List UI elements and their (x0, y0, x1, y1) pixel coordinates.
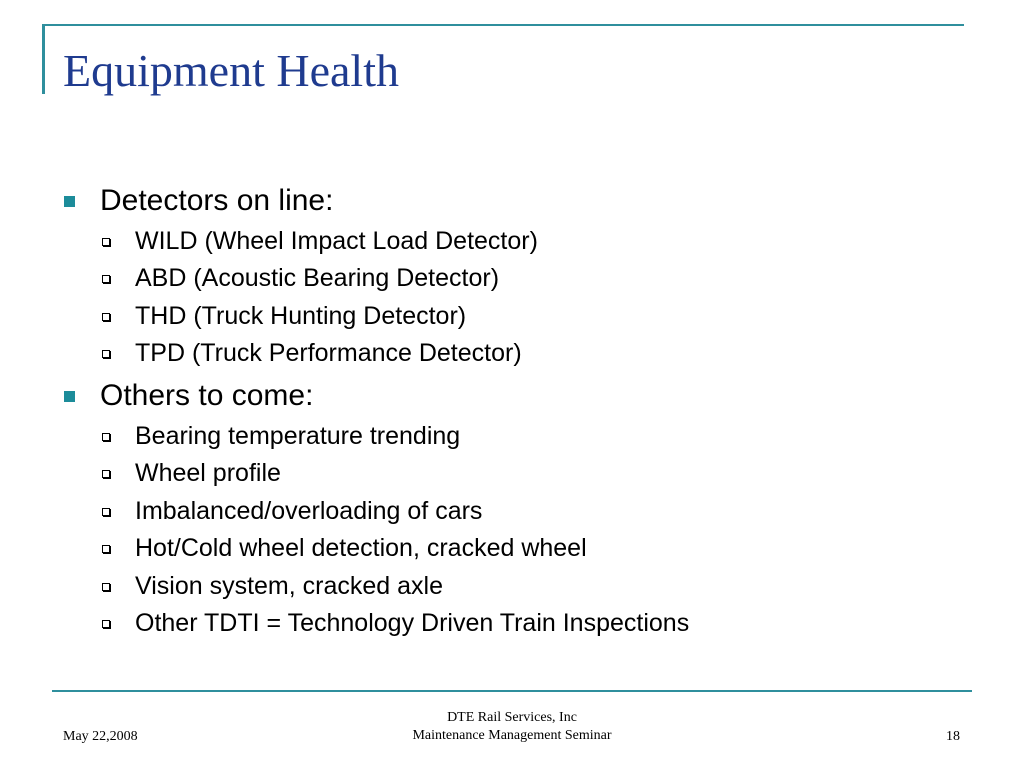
sub-bullet-text: Other TDTI = Technology Driven Train Inspections (135, 609, 690, 637)
footer-rule (52, 690, 972, 692)
slide-title: Equipment Health (63, 45, 399, 96)
sub-bullet-text: Wheel profile (135, 459, 281, 487)
sub-bullet-item (102, 574, 443, 599)
hollow-square-bullet-icon (102, 470, 110, 478)
sub-bullet-item (102, 341, 522, 366)
sub-bullet-item (102, 229, 538, 254)
hollow-square-bullet-icon (102, 620, 110, 628)
sub-bullet-item (102, 611, 689, 636)
footer-center-text (362, 709, 662, 745)
hollow-square-bullet-icon (102, 350, 110, 358)
hollow-square-bullet-icon (102, 238, 110, 246)
square-bullet-icon (64, 391, 75, 402)
sub-bullet-item (102, 499, 482, 524)
footer-event: Maintenance Management Seminar (412, 728, 612, 743)
sub-bullet-text: WILD (Wheel Impact Load Detector) (135, 227, 538, 255)
sub-bullet-text: Vision system, cracked axle (135, 572, 443, 600)
sub-bullet-text: ABD (Acoustic Bearing Detector) (135, 264, 500, 292)
square-bullet-icon (64, 196, 75, 207)
hollow-square-bullet-icon (102, 313, 110, 321)
sub-bullet-item (102, 304, 466, 329)
section-heading: Detectors on line: (100, 184, 334, 217)
bullet-item-others-to-come (64, 381, 313, 411)
hollow-square-bullet-icon (102, 508, 110, 516)
sub-bullet-text: Bearing temperature trending (135, 422, 461, 450)
slide-number: 18 (946, 729, 960, 744)
sub-bullet-item (102, 424, 460, 449)
footer-company: DTE Rail Services, Inc (447, 710, 577, 725)
sub-bullet-item (102, 266, 499, 291)
sub-bullet-text: THD (Truck Hunting Detector) (135, 302, 467, 330)
section-heading: Others to come: (100, 379, 314, 412)
hollow-square-bullet-icon (102, 433, 110, 441)
footer-date: May 22,2008 (63, 729, 138, 744)
bullet-item-detectors-on-line (64, 186, 333, 216)
sub-bullet-text: Imbalanced/overloading of cars (135, 497, 483, 525)
sub-bullet-text: TPD (Truck Performance Detector) (135, 339, 522, 367)
hollow-square-bullet-icon (102, 583, 110, 591)
hollow-square-bullet-icon (102, 275, 110, 283)
hollow-square-bullet-icon (102, 545, 110, 553)
sub-bullet-text: Hot/Cold wheel detection, cracked wheel (135, 534, 587, 562)
sub-bullet-item (102, 536, 587, 561)
sub-bullet-item (102, 461, 281, 486)
